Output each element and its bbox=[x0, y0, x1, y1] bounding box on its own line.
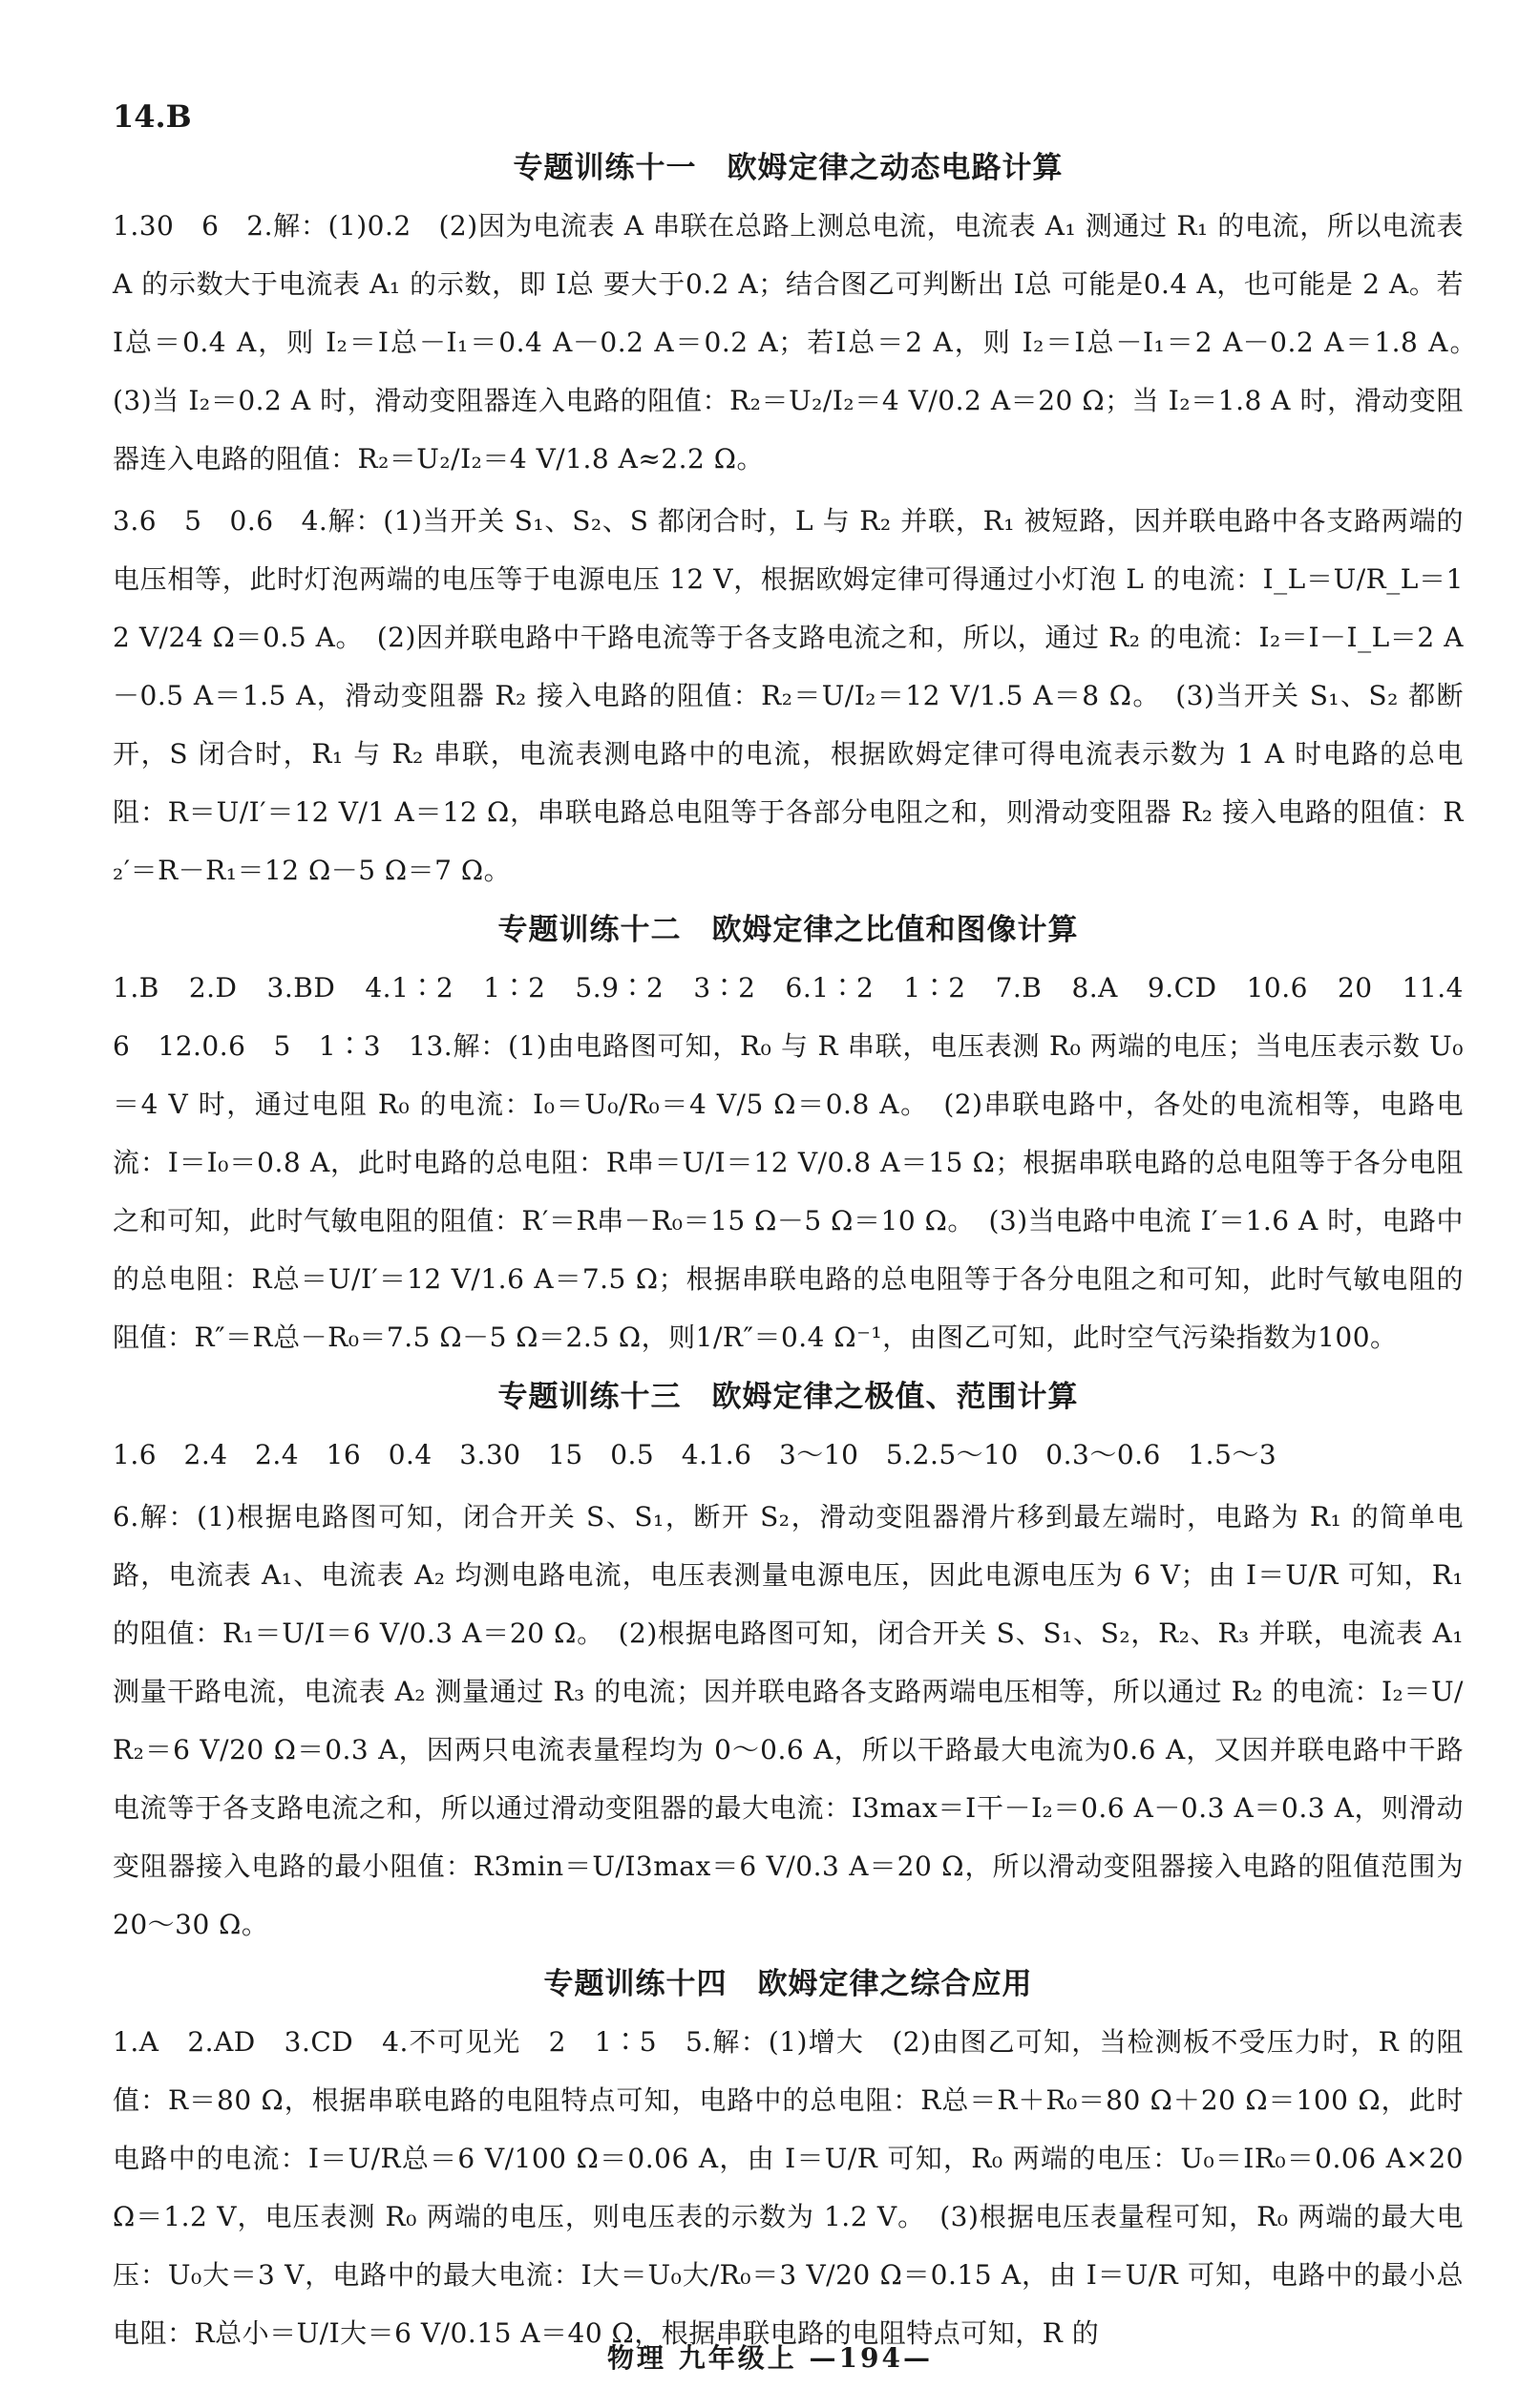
section-title: 专题训练十四 欧姆定律之综合应用 bbox=[543, 1967, 1033, 2001]
footer-subject: 物理 bbox=[607, 2342, 667, 2374]
answer-paragraph: 1.30 6 2.解：(1)0.2 (2)因为电流表 A 串联在总路上测总电流，电流表 A₁ 测通过 R₁ 的电流，所以电流表 A 的示数大于电流表 A₁ 的示数，即 I总 要大于0.2 A；结合图乙可判断出 I总 可能是0.4 A，也可能是 2 A。若I总＝0.4 A，则 I₂＝I总－I₁＝0.4 A－0.2 A＝0.2 A；若I总＝2 A，则 I₂＝I总－I₁＝2 A－0.2 A＝1.8 A。 (3)当 I₂＝0.2 A 时，滑动变阻器连入电路的阻值：R₂＝U₂/I₂＝4 V/0.2 A＝20 Ω；当 I₂＝1.8 A 时，滑动变阻器连入电路的阻值：R₂＝U₂/I₂＝4 V/1.8 A≈2.2 Ω。 bbox=[113, 210, 1491, 475]
answer-paragraph: 3.6 5 0.6 4.解：(1)当开关 S₁、S₂、S 都闭合时，L 与 R₂ 并联，R₁ 被短路，因并联电路中各支路两端的电压相等，此时灯泡两端的电压等于电源电压 12 V，根据欧姆定律可得通过小灯泡 L 的电流：I_L＝U/R_L＝12 V/24 Ω＝0.5 A。 (2)因并联电路中干路电流等于各支路电流之和，所以，通过 R₂ 的电流：I₂＝I－I_L＝2 A－0.5 A＝1.5 A，滑动变阻器 R₂ 接入电路的阻值：R₂＝U/I₂＝12 V/1.5 A＝8 Ω。 (3)当开关 S₁、S₂ 都断开，S 闭合时，R₁ 与 R₂ 串联，电流表测电路中的电流，根据欧姆定律可得电流表示数为 1 A 时电路的总电阻：R＝U/I′＝12 V/1 A＝12 Ω，串联电路总电阻等于各部分电阻之和，则滑动变阻器 R₂ 接入电路的阻值：R₂′＝R－R₁＝12 Ω－5 Ω＝7 Ω。 bbox=[113, 505, 1464, 886]
answer-paragraph: 1.A 2.AD 3.CD 4.不可见光 2 1∶5 5.解：(1)增大 (2)由图乙可知，当检测板不受压力时，R 的阻值：R＝80 Ω，根据串联电路的电阻特点可知，电路中的总电阻：R总＝R＋R₀＝80 Ω＋20 Ω＝100 Ω，此时电路中的电流：I＝U/R总＝6 V/100 Ω＝0.06 A，由 I＝U/R 可知，R₀ 两端的电压：U₀＝IR₀＝0.06 A×20 Ω＝1.2 V，电压表测 R₀ 两端的电压，则电压表的示数为 1.2 V。 (3)根据电压表量程可知，R₀ 两端的最大电压：U₀大＝3 V，电路中的最大电流：I大＝U₀大/R₀＝3 V/20 Ω＝0.15 A，由 I＝U/R 可知，电路中的最小总电阻：R总小＝U/I大＝6 V/0.15 A＝40 Ω，根据串联电路的电阻特点可知，R 的 bbox=[113, 2026, 1464, 2349]
answer-item-14: 14.B bbox=[113, 98, 192, 135]
section-11 bbox=[113, 145, 1491, 899]
page-number: —194— bbox=[809, 2342, 933, 2374]
page-footer bbox=[0, 2337, 1540, 2376]
section-14 bbox=[113, 1961, 1464, 2362]
section-title: 专题训练十三 欧姆定律之极值、范围计算 bbox=[497, 1380, 1079, 1414]
answer-paragraph: 6.解：(1)根据电路图可知，闭合开关 S、S₁，断开 S₂，滑动变阻器滑片移到最左端时，电路为 R₁ 的简单电路，电流表 A₁、电流表 A₂ 均测电路电流，电压表测量电源电压，因此电源电压为 6 V；由 I＝U/R 可知，R₁ 的阻值：R₁＝U/I＝6 V/0.3 A＝20 Ω。 (2)根据电路图可知，闭合开关 S、S₁、S₂，R₂、R₃ 并联，电流表 A₁ 测量干路电流，电流表 A₂ 测量通过 R₃ 的电流；因并联电路各支路两端电压相等，所以通过 R₂ 的电流：I₂＝U/R₂＝6 V/20 Ω＝0.3 A，因两只电流表量程均为 0～0.6 A，所以干路最大电流为0.6 A，又因并联电路中干路电流等于各支路电流之和，所以通过滑动变阻器的最大电流：I3max＝I干－I₂＝0.6 A－0.3 A＝0.3 A，则滑动变阻器接入电路的最小阻值：R3min＝U/I3max＝6 V/0.3 A＝20 Ω，所以滑动变阻器接入电路的阻值范围为 20～30 Ω。 bbox=[113, 1501, 1464, 1940]
section-title: 专题训练十一 欧姆定律之动态电路计算 bbox=[513, 151, 1064, 185]
section-13 bbox=[113, 1374, 1464, 1954]
section-title: 专题训练十二 欧姆定律之比值和图像计算 bbox=[497, 913, 1079, 947]
answer-paragraph: 1.6 2.4 2.4 16 0.4 3.30 15 0.5 4.1.6 3～10 5.2.5～10 0.3～0.6 1.5～3 bbox=[113, 1439, 1277, 1470]
section-12 bbox=[113, 907, 1491, 1366]
answer-paragraph: 1.B 2.D 3.BD 4.1∶2 1∶2 5.9∶2 3∶2 6.1∶2 1∶2 7.B 8.A 9.CD 10.6 20 11.4 6 12.0.6 5 1∶3 13.解：(1)由电路图可知，R₀ 与 R 串联，电压表测 R₀ 两端的电压；当电压表示数 U₀＝4 V 时，通过电阻 R₀ 的电流：I₀＝U₀/R₀＝4 V/5 Ω＝0.8 A。 (2)串联电路中，各处的电流相等，电路电流：I＝I₀＝0.8 A，此时电路的总电阻：R串＝U/I＝12 V/0.8 A＝15 Ω；根据串联电路的总电阻等于各分电阻之和可知，此时气敏电阻的阻值：R′＝R串－R₀＝15 Ω－5 Ω＝10 Ω。 (3)当电路中电流 I′＝1.6 A 时，电路中的总电阻：R总＝U/I′＝12 V/1.6 A＝7.5 Ω；根据串联电路的总电阻等于各分电阻之和可知，此时气敏电阻的阻值：R″＝R总－R₀＝7.5 Ω－5 Ω＝2.5 Ω，则1/R″＝0.4 Ω⁻¹，由图乙可知，此时空气污染指数为100。 bbox=[113, 972, 1491, 1353]
footer-grade: 九年级上 bbox=[678, 2342, 797, 2374]
